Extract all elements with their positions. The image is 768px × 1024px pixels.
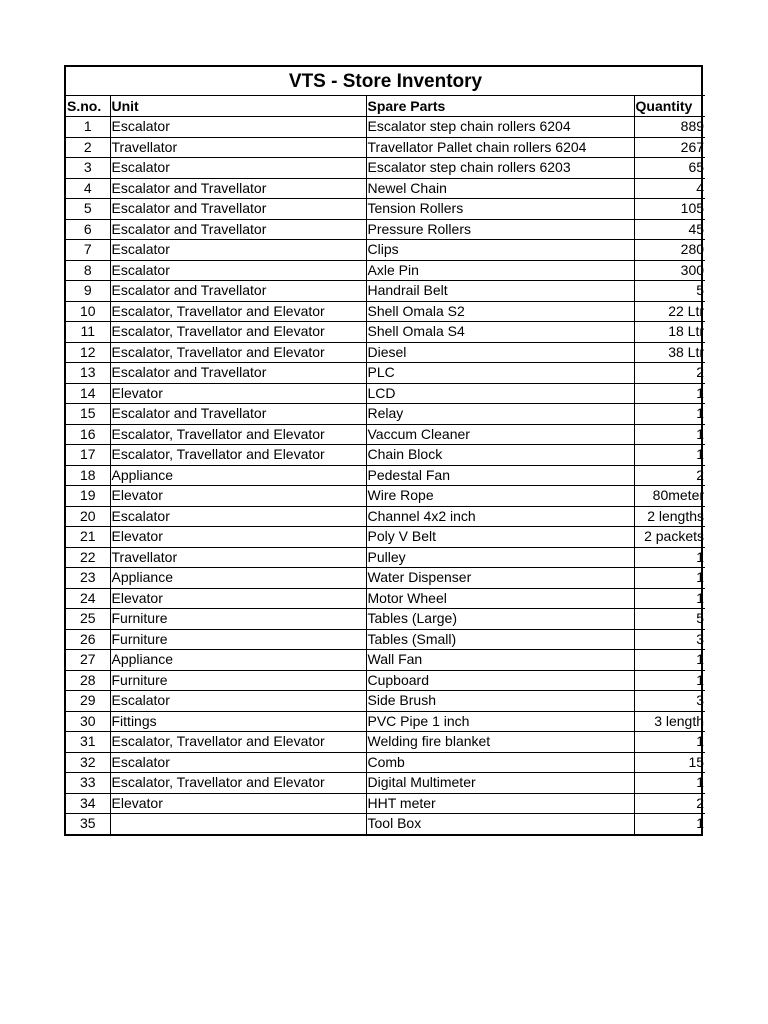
cell-spare-part: Pulley	[366, 547, 634, 568]
cell-spare-part: Vaccum Cleaner	[366, 424, 634, 445]
cell-quantity: 38 Ltr	[634, 342, 705, 363]
cell-sno: 6	[66, 219, 110, 240]
cell-quantity: 65	[634, 158, 705, 179]
table-row	[66, 383, 705, 404]
cell-unit: Escalator	[110, 752, 366, 773]
table-row	[66, 219, 705, 240]
cell-sno: 14	[66, 383, 110, 404]
cell-unit: Appliance	[110, 568, 366, 589]
table-row	[66, 650, 705, 671]
table-row	[66, 178, 705, 199]
table-row	[66, 301, 705, 322]
cell-quantity: 1	[634, 404, 705, 425]
cell-spare-part: Pedestal Fan	[366, 465, 634, 486]
cell-sno: 21	[66, 527, 110, 548]
header-quantity: Quantity	[634, 96, 705, 117]
table-row	[66, 609, 705, 630]
cell-spare-part: PLC	[366, 363, 634, 384]
cell-quantity: 3	[634, 691, 705, 712]
cell-spare-part: Cupboard	[366, 670, 634, 691]
table-row	[66, 342, 705, 363]
cell-spare-part: Travellator Pallet chain rollers 6204	[366, 137, 634, 158]
cell-unit: Elevator	[110, 588, 366, 609]
cell-spare-part: Shell Omala S2	[366, 301, 634, 322]
table-row	[66, 527, 705, 548]
cell-unit: Furniture	[110, 629, 366, 650]
table-row	[66, 773, 705, 794]
cell-sno: 29	[66, 691, 110, 712]
table-row	[66, 629, 705, 650]
table-row	[66, 568, 705, 589]
cell-unit: Escalator and Travellator	[110, 363, 366, 384]
cell-spare-part: Pressure Rollers	[366, 219, 634, 240]
cell-unit	[110, 814, 366, 834]
cell-quantity: 5	[634, 609, 705, 630]
inventory-sheet	[64, 65, 703, 836]
cell-spare-part: Digital Multimeter	[366, 773, 634, 794]
cell-spare-part: Tables (Large)	[366, 609, 634, 630]
cell-spare-part: Relay	[366, 404, 634, 425]
cell-unit: Elevator	[110, 486, 366, 507]
cell-sno: 30	[66, 711, 110, 732]
cell-spare-part: Axle Pin	[366, 260, 634, 281]
cell-spare-part: Channel 4x2 inch	[366, 506, 634, 527]
cell-quantity: 1	[634, 445, 705, 466]
cell-sno: 31	[66, 732, 110, 753]
cell-sno: 33	[66, 773, 110, 794]
cell-quantity: 300	[634, 260, 705, 281]
cell-spare-part: Chain Block	[366, 445, 634, 466]
cell-sno: 27	[66, 650, 110, 671]
table-row	[66, 793, 705, 814]
table-row	[66, 547, 705, 568]
cell-sno: 9	[66, 281, 110, 302]
cell-unit: Escalator, Travellator and Elevator	[110, 342, 366, 363]
cell-unit: Escalator, Travellator and Elevator	[110, 773, 366, 794]
cell-quantity: 18 Ltr	[634, 322, 705, 343]
table-row	[66, 199, 705, 220]
cell-sno: 2	[66, 137, 110, 158]
cell-unit: Travellator	[110, 547, 366, 568]
cell-unit: Elevator	[110, 383, 366, 404]
table-row	[66, 465, 705, 486]
cell-sno: 18	[66, 465, 110, 486]
cell-unit: Escalator and Travellator	[110, 219, 366, 240]
cell-sno: 3	[66, 158, 110, 179]
cell-unit: Escalator, Travellator and Elevator	[110, 322, 366, 343]
cell-unit: Escalator, Travellator and Elevator	[110, 301, 366, 322]
cell-quantity: 1	[634, 383, 705, 404]
cell-sno: 28	[66, 670, 110, 691]
cell-unit: Escalator	[110, 158, 366, 179]
cell-sno: 34	[66, 793, 110, 814]
cell-quantity: 1	[634, 670, 705, 691]
cell-unit: Escalator and Travellator	[110, 178, 366, 199]
cell-unit: Furniture	[110, 609, 366, 630]
table-row	[66, 363, 705, 384]
cell-spare-part: Diesel	[366, 342, 634, 363]
cell-sno: 26	[66, 629, 110, 650]
cell-spare-part: Escalator step chain rollers 6203	[366, 158, 634, 179]
cell-quantity: 3 length	[634, 711, 705, 732]
cell-quantity: 2 lengths	[634, 506, 705, 527]
cell-sno: 16	[66, 424, 110, 445]
inventory-table	[66, 67, 705, 834]
table-row	[66, 137, 705, 158]
cell-quantity: 1	[634, 568, 705, 589]
cell-sno: 19	[66, 486, 110, 507]
cell-spare-part: Handrail Belt	[366, 281, 634, 302]
cell-unit: Escalator, Travellator and Elevator	[110, 424, 366, 445]
cell-unit: Travellator	[110, 137, 366, 158]
cell-sno: 13	[66, 363, 110, 384]
cell-quantity: 1	[634, 650, 705, 671]
cell-spare-part: Newel Chain	[366, 178, 634, 199]
header-unit: Unit	[110, 96, 366, 117]
table-row	[66, 445, 705, 466]
cell-unit: Escalator	[110, 117, 366, 138]
cell-quantity: 1	[634, 424, 705, 445]
cell-quantity: 22 Ltr	[634, 301, 705, 322]
cell-quantity: 1	[634, 732, 705, 753]
cell-spare-part: Water Dispenser	[366, 568, 634, 589]
cell-quantity: 2	[634, 465, 705, 486]
cell-spare-part: Tension Rollers	[366, 199, 634, 220]
cell-spare-part: Welding fire blanket	[366, 732, 634, 753]
cell-unit: Escalator and Travellator	[110, 199, 366, 220]
cell-spare-part: Wall Fan	[366, 650, 634, 671]
cell-spare-part: HHT meter	[366, 793, 634, 814]
table-row	[66, 281, 705, 302]
cell-unit: Escalator and Travellator	[110, 404, 366, 425]
table-row	[66, 240, 705, 261]
cell-quantity: 267	[634, 137, 705, 158]
cell-unit: Escalator	[110, 506, 366, 527]
cell-sno: 24	[66, 588, 110, 609]
table-row	[66, 322, 705, 343]
cell-quantity: 5	[634, 281, 705, 302]
cell-sno: 7	[66, 240, 110, 261]
table-row	[66, 814, 705, 834]
cell-spare-part: LCD	[366, 383, 634, 404]
table-row	[66, 117, 705, 138]
table-row	[66, 486, 705, 507]
cell-quantity: 889	[634, 117, 705, 138]
cell-sno: 8	[66, 260, 110, 281]
cell-sno: 12	[66, 342, 110, 363]
table-row	[66, 588, 705, 609]
title-row	[66, 67, 705, 96]
cell-unit: Escalator, Travellator and Elevator	[110, 732, 366, 753]
cell-sno: 1	[66, 117, 110, 138]
cell-spare-part: Poly V Belt	[366, 527, 634, 548]
cell-quantity: 2 packets	[634, 527, 705, 548]
cell-unit: Elevator	[110, 793, 366, 814]
table-row	[66, 670, 705, 691]
cell-sno: 11	[66, 322, 110, 343]
table-row	[66, 424, 705, 445]
cell-sno: 4	[66, 178, 110, 199]
cell-unit: Escalator and Travellator	[110, 281, 366, 302]
cell-spare-part: PVC Pipe 1 inch	[366, 711, 634, 732]
table-row	[66, 260, 705, 281]
cell-quantity: 1	[634, 773, 705, 794]
cell-quantity: 1	[634, 588, 705, 609]
cell-quantity: 2	[634, 793, 705, 814]
header-sno: S.no.	[66, 96, 110, 117]
cell-sno: 5	[66, 199, 110, 220]
cell-quantity: 3	[634, 629, 705, 650]
cell-unit: Furniture	[110, 670, 366, 691]
sheet-title: VTS - Store Inventory	[66, 67, 705, 96]
cell-spare-part: Motor Wheel	[366, 588, 634, 609]
table-row	[66, 404, 705, 425]
cell-unit: Elevator	[110, 527, 366, 548]
table-row	[66, 711, 705, 732]
cell-spare-part: Tool Box	[366, 814, 634, 834]
cell-quantity: 105	[634, 199, 705, 220]
cell-quantity: 45	[634, 219, 705, 240]
cell-unit: Escalator, Travellator and Elevator	[110, 445, 366, 466]
cell-quantity: 2	[634, 363, 705, 384]
table-row	[66, 752, 705, 773]
table-row	[66, 506, 705, 527]
cell-spare-part: Clips	[366, 240, 634, 261]
cell-spare-part: Tables (Small)	[366, 629, 634, 650]
cell-sno: 15	[66, 404, 110, 425]
cell-quantity: 15	[634, 752, 705, 773]
cell-quantity: 280	[634, 240, 705, 261]
table-body	[66, 117, 705, 834]
cell-unit: Escalator	[110, 240, 366, 261]
cell-unit: Appliance	[110, 465, 366, 486]
cell-sno: 35	[66, 814, 110, 834]
cell-sno: 25	[66, 609, 110, 630]
cell-spare-part: Escalator step chain rollers 6204	[366, 117, 634, 138]
table-row	[66, 158, 705, 179]
cell-sno: 32	[66, 752, 110, 773]
cell-quantity: 1	[634, 547, 705, 568]
cell-spare-part: Shell Omala S4	[366, 322, 634, 343]
cell-unit: Appliance	[110, 650, 366, 671]
table-row	[66, 732, 705, 753]
cell-sno: 17	[66, 445, 110, 466]
cell-sno: 22	[66, 547, 110, 568]
cell-quantity: 80meter	[634, 486, 705, 507]
cell-sno: 23	[66, 568, 110, 589]
cell-unit: Escalator	[110, 260, 366, 281]
cell-unit: Fittings	[110, 711, 366, 732]
table-row	[66, 691, 705, 712]
cell-unit: Escalator	[110, 691, 366, 712]
cell-sno: 20	[66, 506, 110, 527]
header-row	[66, 96, 705, 117]
cell-sno: 10	[66, 301, 110, 322]
cell-spare-part: Side Brush	[366, 691, 634, 712]
header-spare-parts: Spare Parts	[366, 96, 634, 117]
cell-quantity: 4	[634, 178, 705, 199]
cell-spare-part: Wire Rope	[366, 486, 634, 507]
cell-spare-part: Comb	[366, 752, 634, 773]
cell-quantity: 1	[634, 814, 705, 834]
